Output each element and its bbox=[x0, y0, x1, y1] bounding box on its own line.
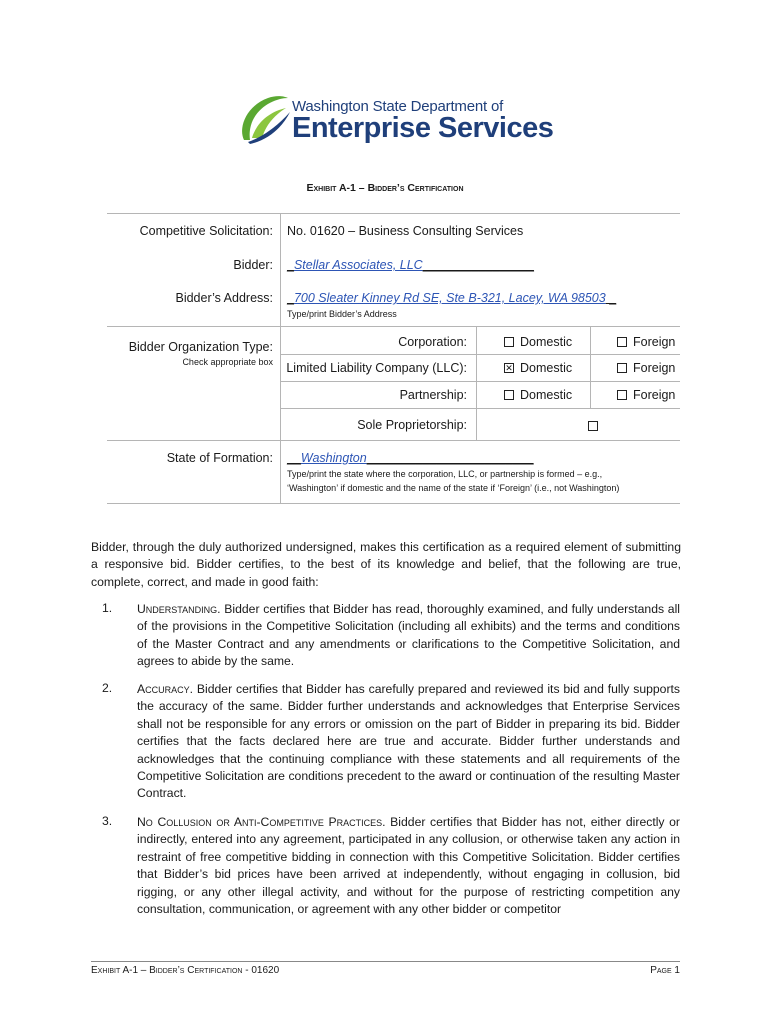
address-field[interactable]: _700 Sleater Kinney Rd SE, Ste B-321, Lacey, WA 98503 _ bbox=[287, 291, 617, 305]
checkbox-icon bbox=[617, 363, 627, 373]
llc-domestic-checkbox[interactable]: ✕ Domestic bbox=[505, 361, 573, 375]
item-number: 3. bbox=[102, 814, 113, 828]
table-row-divider bbox=[280, 354, 680, 355]
item-title: No Collusion or Anti-Competitive Practices. bbox=[137, 815, 386, 829]
table-row-divider bbox=[280, 381, 680, 382]
table-cell-divider bbox=[476, 326, 477, 440]
footer-title: Exhibit A-1 – Bidder’s Certification - 01620 bbox=[91, 965, 280, 976]
page-number: Page 1 bbox=[650, 965, 680, 976]
state-value: Washington bbox=[300, 451, 367, 465]
table-cell-divider bbox=[590, 326, 591, 408]
state-field[interactable]: __Washington________________________ bbox=[287, 451, 534, 465]
sole-proprietorship-checkbox[interactable] bbox=[588, 418, 604, 436]
checkbox-icon bbox=[588, 421, 598, 431]
item-text: Bidder certifies that Bidder has read, thoroughly examined, and fully understands all of the provisions in the Competitive Solicitation (including all exhibits) and the terms and conditions of the Master Contract and any amendments or clarifications to the Competitive Solicitation, and agrees to abide by the same. bbox=[137, 602, 680, 669]
state-label: State of Formation: bbox=[166, 451, 273, 465]
footer-rule bbox=[91, 961, 680, 962]
checkbox-icon bbox=[617, 337, 627, 347]
partnership-label: Partnership: bbox=[399, 388, 467, 402]
bidder-field[interactable]: _Stellar Associates, LLC________________ bbox=[287, 258, 534, 272]
table-row-divider bbox=[107, 440, 680, 441]
state-hint-line1: Type/print the state where the corporation, LLC, or partnership is formed – e.g., bbox=[287, 469, 603, 479]
item-text: Bidder certifies that Bidder has not, either directly or indirectly, entered into any agreement, participated in any collusion, or otherwise taken any action in restraint of free competitive bidding in connection with this Competitive Solicitation. Bidder certifies that Bidder’s bid prices have been arrived at independently, without engaging in collusion, bid rigging, or any other illegal activity, and without for the purpose of restricting competition any consultation, communication, or agreement with any other bidder or competitor bbox=[137, 815, 680, 917]
llc-label: Limited Liability Company (LLC): bbox=[286, 361, 467, 375]
intro-paragraph: Bidder, through the duly authorized undersigned, makes this certification as a required element of submitting a responsive bid. Bidder certifies, to the best of its knowledge and belief, that the following are true, complete, correct, and made in good faith: bbox=[91, 540, 681, 589]
table-column-divider bbox=[280, 213, 281, 503]
item-title: Understanding. bbox=[137, 602, 221, 616]
address-value: 700 Sleater Kinney Rd SE, Ste B-321, Lacey, WA 98503 bbox=[293, 291, 606, 305]
list-item bbox=[137, 681, 680, 803]
checkbox-icon bbox=[617, 390, 627, 400]
item-number: 2. bbox=[102, 681, 113, 695]
state-hint-line2: ‘Washington’ if domestic and the name of the state if ‘Foreign’ (i.e., not Washington) bbox=[287, 483, 620, 493]
corporation-label: Corporation: bbox=[398, 335, 467, 349]
org-type-label: Bidder Organization Type: bbox=[128, 340, 273, 354]
item-title: Accuracy. bbox=[137, 682, 194, 696]
address-hint: Type/print Bidder’s Address bbox=[287, 309, 397, 319]
agency-logo-swoosh bbox=[236, 92, 292, 146]
checked-checkbox-icon: ✕ bbox=[505, 362, 513, 373]
bidder-value: Stellar Associates, LLC bbox=[293, 258, 423, 272]
list-item bbox=[137, 601, 680, 671]
partnership-foreign-checkbox[interactable]: Foreign bbox=[617, 388, 675, 402]
checkbox-icon bbox=[504, 390, 514, 400]
item-number: 1. bbox=[102, 601, 113, 615]
logo-text-line2: Enterprise Services bbox=[292, 112, 554, 144]
table-row-divider bbox=[280, 408, 680, 409]
page-title: Exhibit A-1 – Bidder’s Certification bbox=[306, 182, 464, 194]
checkbox-icon bbox=[504, 337, 514, 347]
address-label: Bidder’s Address: bbox=[175, 291, 273, 305]
table-bottom-border bbox=[107, 503, 680, 504]
sole-proprietorship-label: Sole Proprietorship: bbox=[357, 418, 467, 432]
partnership-domestic-checkbox[interactable]: Domestic bbox=[504, 388, 572, 402]
corporation-domestic-checkbox[interactable]: Domestic bbox=[504, 335, 572, 349]
solicitation-label: Competitive Solicitation: bbox=[139, 224, 273, 238]
corporation-foreign-checkbox[interactable]: Foreign bbox=[617, 335, 675, 349]
table-top-border bbox=[107, 213, 680, 214]
list-item bbox=[137, 814, 680, 918]
item-text: Bidder certifies that Bidder has carefully prepared and reviewed its bid and fully supports the accuracy of the same. Bidder further understands and acknowledges that Enterprise Services shall not be responsible for any errors or omission on the part of Bidder in preparing its bid. Bidder certifies that the facts declared here are true and accurate. Bidder further understands and acknowledges that the continuing compliance with these statements and all requirements of the Competitive Solicitation are conditions precedent to the award or continuation of the resulting Master Contract. bbox=[137, 682, 680, 801]
bidder-label: Bidder: bbox=[233, 258, 273, 272]
solicitation-value: No. 01620 – Business Consulting Services bbox=[287, 224, 524, 238]
llc-foreign-checkbox[interactable]: Foreign bbox=[617, 361, 675, 375]
org-type-hint: Check appropriate box bbox=[182, 357, 273, 367]
logo-text-line1: Washington State Department of bbox=[292, 98, 504, 115]
table-row-divider bbox=[107, 326, 680, 327]
